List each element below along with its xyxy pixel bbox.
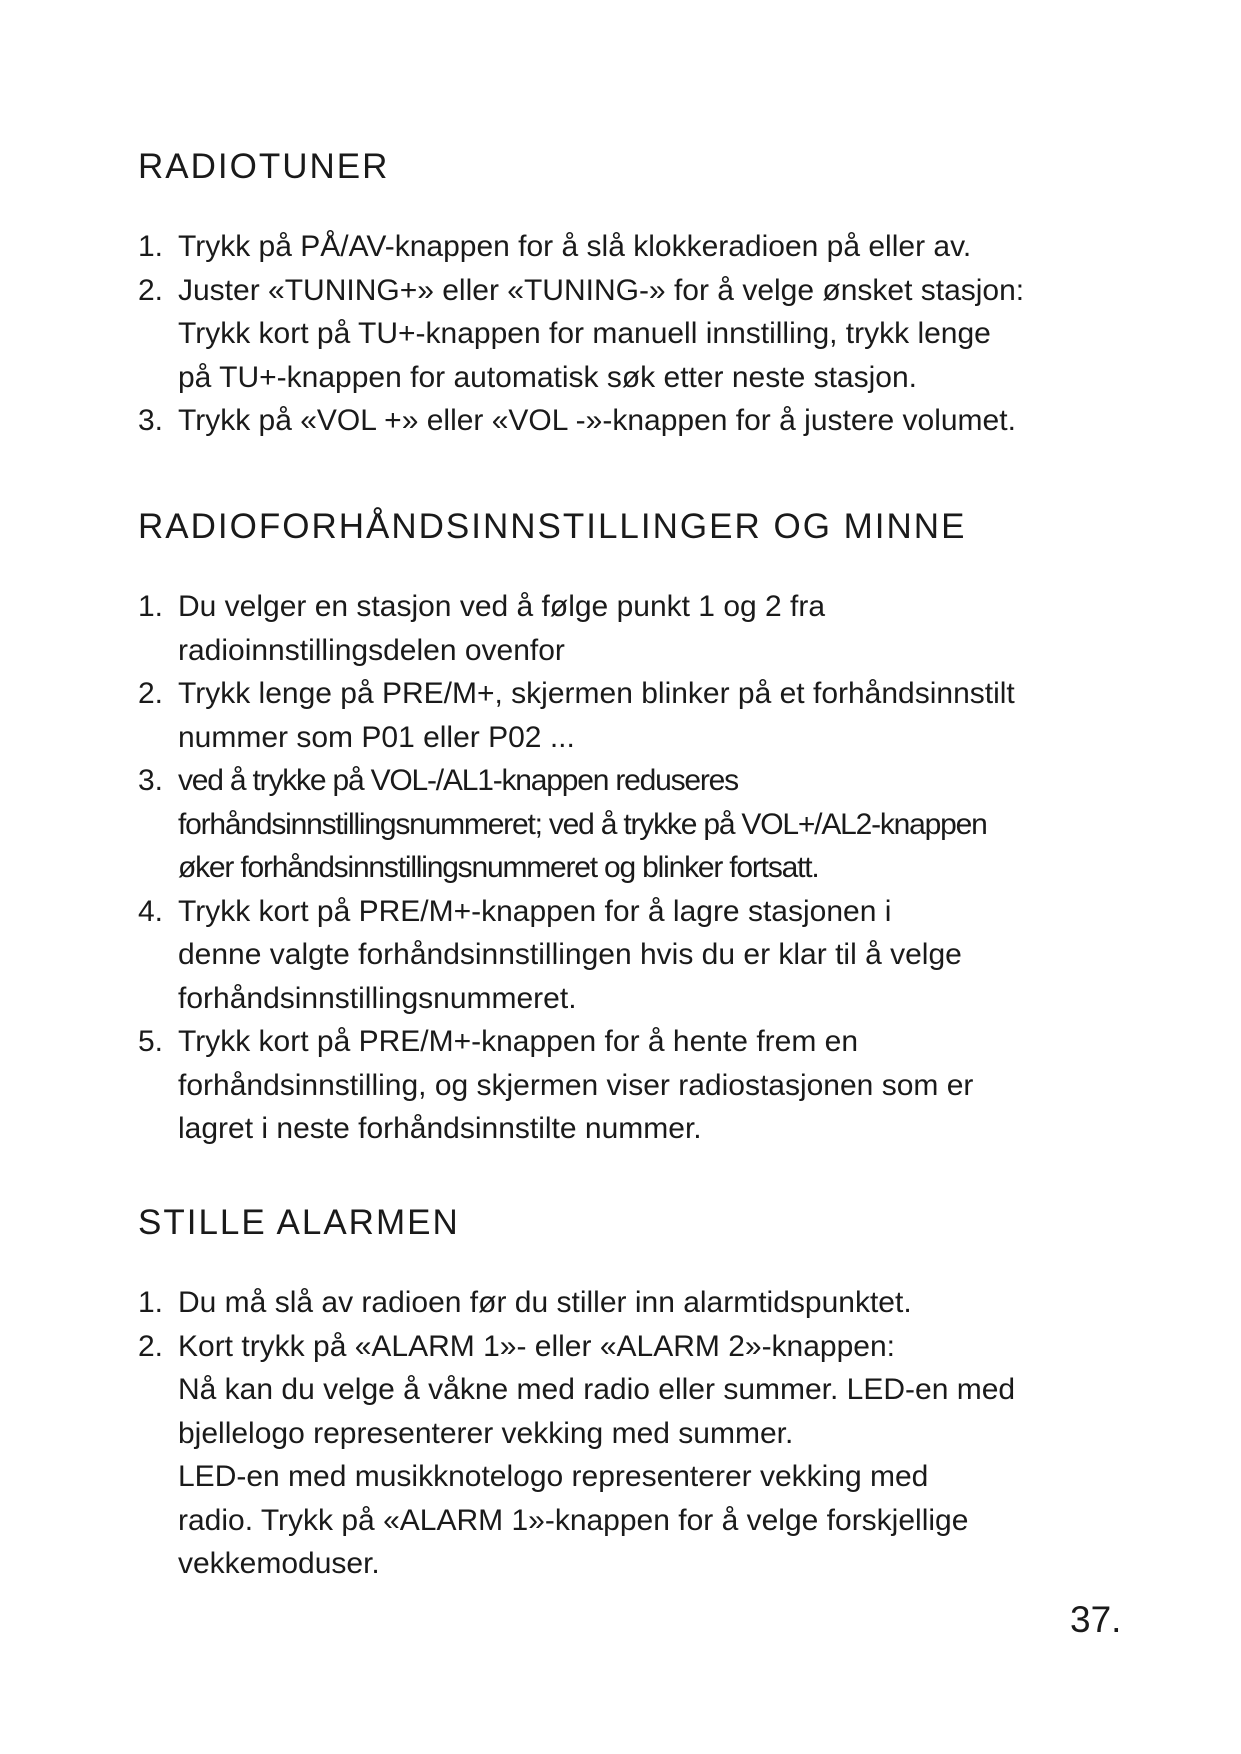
- item-text-line: øker forhåndsinnstillingsnummeret og blinker fortsatt.: [178, 851, 819, 884]
- page-number: 37.: [1070, 1599, 1122, 1640]
- item-text-line: lagret i neste forhåndsinnstilte nummer.: [178, 1112, 702, 1145]
- item-text-line: Nå kan du velge å våkne med radio eller summer. LED-en med: [178, 1373, 1016, 1406]
- list-item: [138, 1020, 1118, 1151]
- item-text-line: forhåndsinnstillingsnummeret.: [178, 981, 577, 1015]
- item-number: 2.: [138, 1329, 164, 1363]
- instruction-list: [138, 1281, 1118, 1586]
- item-text-line: Trykk kort på TU+-knappen for manuell innstilling, trykk lenge: [178, 317, 991, 350]
- item-text-line: vekkemoduser.: [178, 1547, 380, 1580]
- section-heading: STILLE ALARMEN: [138, 1203, 460, 1242]
- item-text-line: Trykk kort på PRE/M+-knappen for å lagre stasjonen i: [178, 894, 892, 928]
- instruction-list: [138, 585, 1118, 1151]
- item-text-line: forhåndsinnstilling, og skjermen viser radiostasjonen som er: [178, 1068, 974, 1102]
- list-item: [138, 672, 1118, 759]
- item-text-line: forhåndsinnstillingsnummeret; ved å trykke på VOL+/AL2-knappen: [178, 807, 987, 841]
- section-presets: [138, 507, 1118, 1145]
- list-item: [138, 399, 1118, 443]
- item-number: 1.: [138, 1286, 164, 1319]
- item-text-line: ved å trykke på VOL-/AL1-knappen reduseres: [178, 764, 738, 797]
- item-number: 2.: [138, 677, 164, 710]
- section-alarm: [138, 1203, 1118, 1580]
- list-item: [138, 890, 1118, 1021]
- list-item: [138, 225, 1118, 269]
- list-item: [138, 585, 1118, 672]
- item-text-line: Trykk lenge på PRE/M+, skjermen blinker på et forhåndsinnstilt: [178, 677, 1015, 710]
- list-item: [138, 759, 1118, 890]
- item-text-line: radio. Trykk på «ALARM 1»-knappen for å velge forskjellige: [178, 1503, 969, 1537]
- item-text-line: LED-en med musikknotelogo representerer vekking med: [178, 1460, 929, 1493]
- item-text-line: Du må slå av radioen før du stiller inn alarmtidspunktet.: [178, 1286, 912, 1319]
- list-item: [138, 1281, 1118, 1325]
- item-text-line: på TU+-knappen for automatisk søk etter neste stasjon.: [178, 360, 917, 394]
- instruction-list: [138, 225, 1118, 443]
- item-text-line: Trykk på «VOL +» eller «VOL -»-knappen for å justere volumet.: [178, 404, 1016, 437]
- item-number: 4.: [138, 894, 164, 928]
- section-radiotuner: [138, 147, 1118, 437]
- item-number: 3.: [138, 404, 164, 437]
- item-text-line: denne valgte forhåndsinnstillingen hvis du er klar til å velge: [178, 938, 962, 971]
- item-text-line: nummer som P01 eller P02 ...: [178, 720, 575, 754]
- item-text-line: Juster «TUNING+» eller «TUNING-» for å velge ønsket stasjon:: [178, 273, 1025, 307]
- item-number: 1.: [138, 590, 164, 623]
- item-text-line: radioinnstillingsdelen ovenfor: [178, 633, 565, 667]
- list-item: [138, 1325, 1118, 1586]
- item-text-line: Kort trykk på «ALARM 1»- eller «ALARM 2»-knappen:: [178, 1329, 895, 1363]
- item-number: 2.: [138, 273, 164, 307]
- item-text-line: Trykk kort på PRE/M+-knappen for å hente frem en: [178, 1025, 859, 1058]
- item-number: 1.: [138, 230, 164, 263]
- item-text-line: bjellelogo representerer vekking med summer.: [178, 1416, 794, 1450]
- item-number: 3.: [138, 764, 164, 797]
- section-heading: RADIOTUNER: [138, 147, 390, 186]
- list-item: [138, 269, 1118, 400]
- item-text-line: Trykk på PÅ/AV-knappen for å slå klokkeradioen på eller av.: [178, 230, 972, 263]
- item-number: 5.: [138, 1025, 164, 1058]
- item-text-line: Du velger en stasjon ved å følge punkt 1 og 2 fra: [178, 590, 826, 623]
- section-heading: RADIOFORHÅNDSINNSTILLINGER OG MINNE: [138, 507, 967, 546]
